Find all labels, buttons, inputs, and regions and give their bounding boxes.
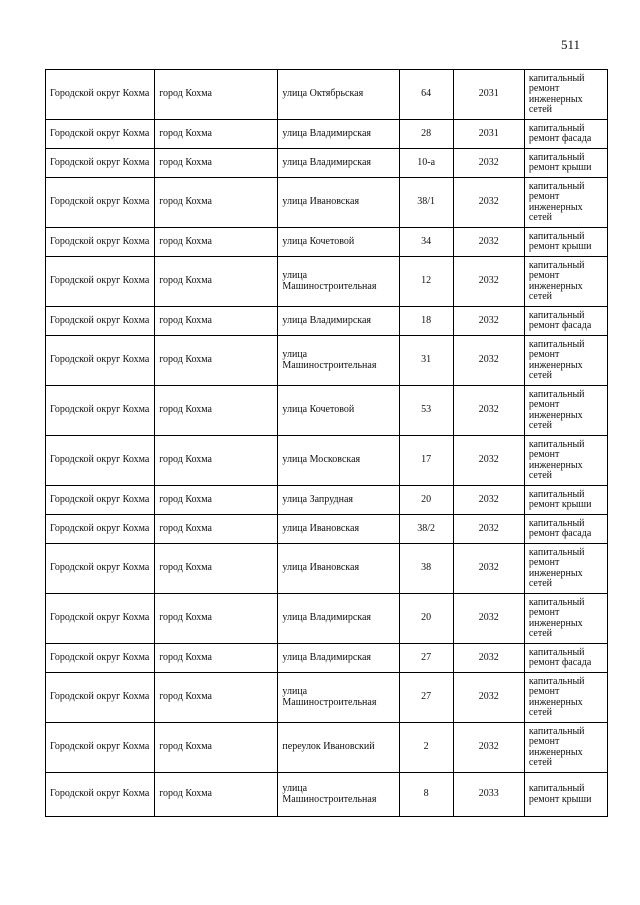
- locality-cell: город Кохма: [155, 307, 278, 336]
- house-number-cell: 12: [399, 257, 453, 307]
- work-type-cell: капитальный ремонт крыши: [524, 773, 607, 817]
- table-row: [46, 486, 608, 515]
- locality-cell: город Кохма: [155, 486, 278, 515]
- work-type-cell: капитальный ремонт фасада: [524, 515, 607, 544]
- locality-cell: город Кохма: [155, 120, 278, 149]
- table-row: [46, 673, 608, 723]
- street-cell: переулок Ивановский: [278, 723, 399, 773]
- year-cell: 2032: [453, 544, 524, 594]
- house-number-cell: 17: [399, 436, 453, 486]
- house-number-cell: 38/1: [399, 178, 453, 228]
- year-cell: 2032: [453, 386, 524, 436]
- municipality-cell: Городской округ Кохма: [46, 436, 155, 486]
- table-row: [46, 120, 608, 149]
- work-type-cell: капитальный ремонт инженерных сетей: [524, 544, 607, 594]
- street-cell: улица Ивановская: [278, 515, 399, 544]
- table-row: [46, 228, 608, 257]
- repair-schedule-table: [45, 69, 608, 817]
- year-cell: 2032: [453, 436, 524, 486]
- work-type-cell: капитальный ремонт инженерных сетей: [524, 336, 607, 386]
- locality-cell: город Кохма: [155, 70, 278, 120]
- locality-cell: город Кохма: [155, 149, 278, 178]
- locality-cell: город Кохма: [155, 773, 278, 817]
- year-cell: 2032: [453, 307, 524, 336]
- municipality-cell: Городской округ Кохма: [46, 70, 155, 120]
- house-number-cell: 64: [399, 70, 453, 120]
- year-cell: 2032: [453, 257, 524, 307]
- year-cell: 2032: [453, 486, 524, 515]
- work-type-cell: капитальный ремонт инженерных сетей: [524, 257, 607, 307]
- street-cell: улица Кочетовой: [278, 386, 399, 436]
- year-cell: 2033: [453, 773, 524, 817]
- table-row: [46, 386, 608, 436]
- municipality-cell: Городской округ Кохма: [46, 773, 155, 817]
- house-number-cell: 38: [399, 544, 453, 594]
- table-row: [46, 70, 608, 120]
- street-cell: улица Машиностроительная: [278, 673, 399, 723]
- house-number-cell: 2: [399, 723, 453, 773]
- municipality-cell: Городской округ Кохма: [46, 386, 155, 436]
- table-row: [46, 544, 608, 594]
- street-cell: улица Октябрьская: [278, 70, 399, 120]
- municipality-cell: Городской округ Кохма: [46, 336, 155, 386]
- year-cell: 2032: [453, 228, 524, 257]
- work-type-cell: капитальный ремонт инженерных сетей: [524, 723, 607, 773]
- work-type-cell: капитальный ремонт инженерных сетей: [524, 673, 607, 723]
- work-type-cell: капитальный ремонт инженерных сетей: [524, 178, 607, 228]
- house-number-cell: 38/2: [399, 515, 453, 544]
- locality-cell: город Кохма: [155, 644, 278, 673]
- table-row: [46, 257, 608, 307]
- house-number-cell: 20: [399, 486, 453, 515]
- municipality-cell: Городской округ Кохма: [46, 515, 155, 544]
- municipality-cell: Городской округ Кохма: [46, 486, 155, 515]
- house-number-cell: 53: [399, 386, 453, 436]
- municipality-cell: Городской округ Кохма: [46, 257, 155, 307]
- locality-cell: город Кохма: [155, 594, 278, 644]
- year-cell: 2032: [453, 723, 524, 773]
- municipality-cell: Городской округ Кохма: [46, 120, 155, 149]
- house-number-cell: 20: [399, 594, 453, 644]
- locality-cell: город Кохма: [155, 515, 278, 544]
- municipality-cell: Городской округ Кохма: [46, 723, 155, 773]
- work-type-cell: капитальный ремонт инженерных сетей: [524, 436, 607, 486]
- municipality-cell: Городской округ Кохма: [46, 594, 155, 644]
- municipality-cell: Городской округ Кохма: [46, 178, 155, 228]
- table-row: [46, 149, 608, 178]
- house-number-cell: 31: [399, 336, 453, 386]
- table-row: [46, 178, 608, 228]
- street-cell: улица Машиностроительная: [278, 773, 399, 817]
- table-row: [46, 336, 608, 386]
- street-cell: улица Ивановская: [278, 544, 399, 594]
- locality-cell: город Кохма: [155, 228, 278, 257]
- table-row: [46, 644, 608, 673]
- street-cell: улица Ивановская: [278, 178, 399, 228]
- street-cell: улица Машиностроительная: [278, 336, 399, 386]
- table-row: [46, 515, 608, 544]
- year-cell: 2031: [453, 120, 524, 149]
- work-type-cell: капитальный ремонт крыши: [524, 228, 607, 257]
- municipality-cell: Городской округ Кохма: [46, 644, 155, 673]
- table-row: [46, 436, 608, 486]
- year-cell: 2032: [453, 178, 524, 228]
- page-number: 511: [560, 37, 580, 52]
- year-cell: 2032: [453, 336, 524, 386]
- year-cell: 2032: [453, 673, 524, 723]
- locality-cell: город Кохма: [155, 723, 278, 773]
- work-type-cell: капитальный ремонт инженерных сетей: [524, 386, 607, 436]
- street-cell: улица Владимирская: [278, 644, 399, 673]
- municipality-cell: Городской округ Кохма: [46, 228, 155, 257]
- municipality-cell: Городской округ Кохма: [46, 673, 155, 723]
- street-cell: улица Запрудная: [278, 486, 399, 515]
- house-number-cell: 8: [399, 773, 453, 817]
- table-row: [46, 307, 608, 336]
- locality-cell: город Кохма: [155, 257, 278, 307]
- work-type-cell: капитальный ремонт крыши: [524, 149, 607, 178]
- work-type-cell: капитальный ремонт фасада: [524, 644, 607, 673]
- municipality-cell: Городской округ Кохма: [46, 544, 155, 594]
- street-cell: улица Машиностроительная: [278, 257, 399, 307]
- locality-cell: город Кохма: [155, 544, 278, 594]
- locality-cell: город Кохма: [155, 436, 278, 486]
- street-cell: улица Владимирская: [278, 149, 399, 178]
- table-row: [46, 594, 608, 644]
- locality-cell: город Кохма: [155, 386, 278, 436]
- work-type-cell: капитальный ремонт фасада: [524, 120, 607, 149]
- year-cell: 2032: [453, 149, 524, 178]
- locality-cell: город Кохма: [155, 673, 278, 723]
- work-type-cell: капитальный ремонт крыши: [524, 486, 607, 515]
- house-number-cell: 10-а: [399, 149, 453, 178]
- year-cell: 2032: [453, 644, 524, 673]
- house-number-cell: 34: [399, 228, 453, 257]
- street-cell: улица Кочетовой: [278, 228, 399, 257]
- house-number-cell: 27: [399, 644, 453, 673]
- year-cell: 2031: [453, 70, 524, 120]
- municipality-cell: Городской округ Кохма: [46, 149, 155, 178]
- street-cell: улица Московская: [278, 436, 399, 486]
- house-number-cell: 18: [399, 307, 453, 336]
- street-cell: улица Владимирская: [278, 594, 399, 644]
- work-type-cell: капитальный ремонт инженерных сетей: [524, 594, 607, 644]
- street-cell: улица Владимирская: [278, 120, 399, 149]
- locality-cell: город Кохма: [155, 336, 278, 386]
- street-cell: улица Владимирская: [278, 307, 399, 336]
- work-type-cell: капитальный ремонт инженерных сетей: [524, 70, 607, 120]
- table-row: [46, 723, 608, 773]
- year-cell: 2032: [453, 515, 524, 544]
- work-type-cell: капитальный ремонт фасада: [524, 307, 607, 336]
- house-number-cell: 27: [399, 673, 453, 723]
- year-cell: 2032: [453, 594, 524, 644]
- locality-cell: город Кохма: [155, 178, 278, 228]
- table-row: [46, 773, 608, 817]
- house-number-cell: 28: [399, 120, 453, 149]
- municipality-cell: Городской округ Кохма: [46, 307, 155, 336]
